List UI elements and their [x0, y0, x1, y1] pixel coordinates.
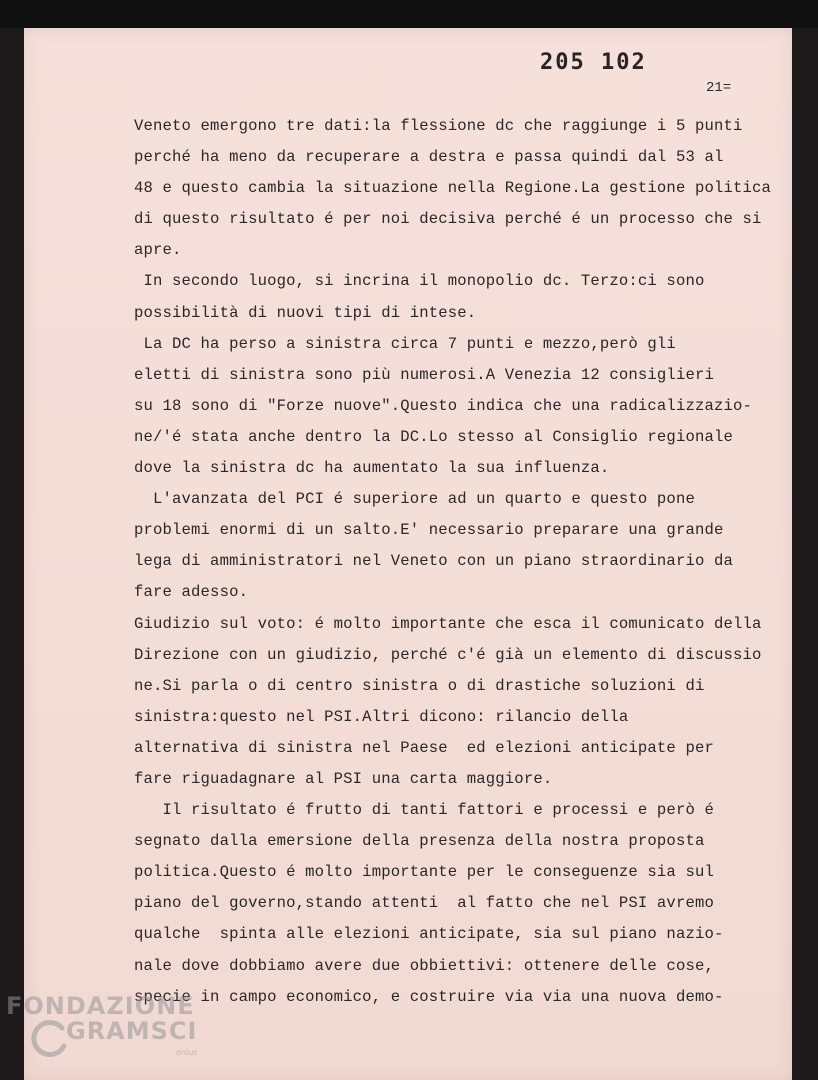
typewritten-page: [24, 28, 792, 1080]
text-line: di questo risultato é per noi decisiva perché é un processo che si: [134, 210, 762, 229]
text-line: piano del governo,stando attenti al fatto che nel PSI avremo: [134, 894, 714, 913]
text-line: segnato dalla emersione della presenza della nostra proposta: [134, 832, 705, 851]
sheet-number: 21=: [706, 80, 732, 96]
text-line: L'avanzata del PCI é superiore ad un quarto e questo pone: [134, 490, 695, 509]
text-line: apre.: [134, 241, 182, 260]
text-line: dove la sinistra dc ha aumentato la sua influenza.: [134, 459, 610, 478]
archive-page-number: 205 102: [540, 50, 647, 75]
watermark-line-1: FONDAZIONE: [6, 992, 195, 1020]
text-line: fare adesso.: [134, 583, 249, 602]
fondazione-gramsci-watermark: [4, 990, 204, 1070]
text-line: lega di amministratori nel Veneto con un piano straordinario da: [134, 552, 733, 571]
text-line: eletti di sinistra sono più numerosi.A Venezia 12 consiglieri: [134, 365, 714, 384]
text-line: La DC ha perso a sinistra circa 7 punti e mezzo,però gli: [134, 334, 676, 353]
text-line: problemi enormi di un salto.E' necessario preparare una grande: [134, 521, 724, 540]
text-line: specie in campo economico, e costruire via via una nuova demo-: [134, 987, 724, 1006]
text-line: In secondo luogo, si incrina il monopolio dc. Terzo:ci sono: [134, 272, 705, 291]
text-line: politica.Questo é molto importante per le conseguenze sia sul: [134, 863, 714, 882]
text-line: alternativa di sinistra nel Paese ed elezioni anticipate per: [134, 738, 714, 757]
text-line: Veneto emergono tre dati:la flessione dc che raggiunge i 5 punti: [134, 117, 743, 135]
text-line: fare riguadagnare al PSI una carta maggiore.: [134, 769, 553, 788]
text-line: possibilità di nuovi tipi di intese.: [134, 303, 477, 322]
text-line: su 18 sono di "Forze nuove".Questo indica che una radicalizzazio-: [134, 396, 753, 415]
text-line: ne/'é stata anche dentro la DC.Lo stesso al Consiglio regionale: [134, 427, 733, 446]
text-line: Direzione con un giudizio, perché c'é già un elemento di discussio: [134, 645, 762, 664]
typed-body: [134, 111, 794, 1013]
text-line: sinistra:questo nel PSI.Altri dicono: rilancio della: [134, 707, 629, 726]
text-line: nale dove dobbiamo avere due obbiettivi: ottenere delle cose,: [134, 956, 714, 975]
text-line: Il risultato é frutto di tanti fattori e processi e però é: [134, 801, 714, 820]
watermark-onlus: onlus: [176, 1048, 198, 1057]
scanner-top-edge: [0, 0, 818, 28]
watermark-ring-icon: [30, 1018, 70, 1062]
text-line: ne.Si parla o di centro sinistra o di drastiche soluzioni di: [134, 676, 705, 695]
text-line: perché ha meno da recuperare a destra e passa quindi dal 53 al: [134, 148, 724, 167]
text-line: qualche spinta alle elezioni anticipate, sia sul piano nazio-: [134, 925, 724, 944]
text-line: 48 e questo cambia la situazione nella Regione.La gestione politica: [134, 179, 772, 198]
watermark-line-2: GRAMSCI: [66, 1017, 198, 1045]
text-line: Giudizio sul voto: é molto importante che esca il comunicato della: [134, 614, 762, 633]
